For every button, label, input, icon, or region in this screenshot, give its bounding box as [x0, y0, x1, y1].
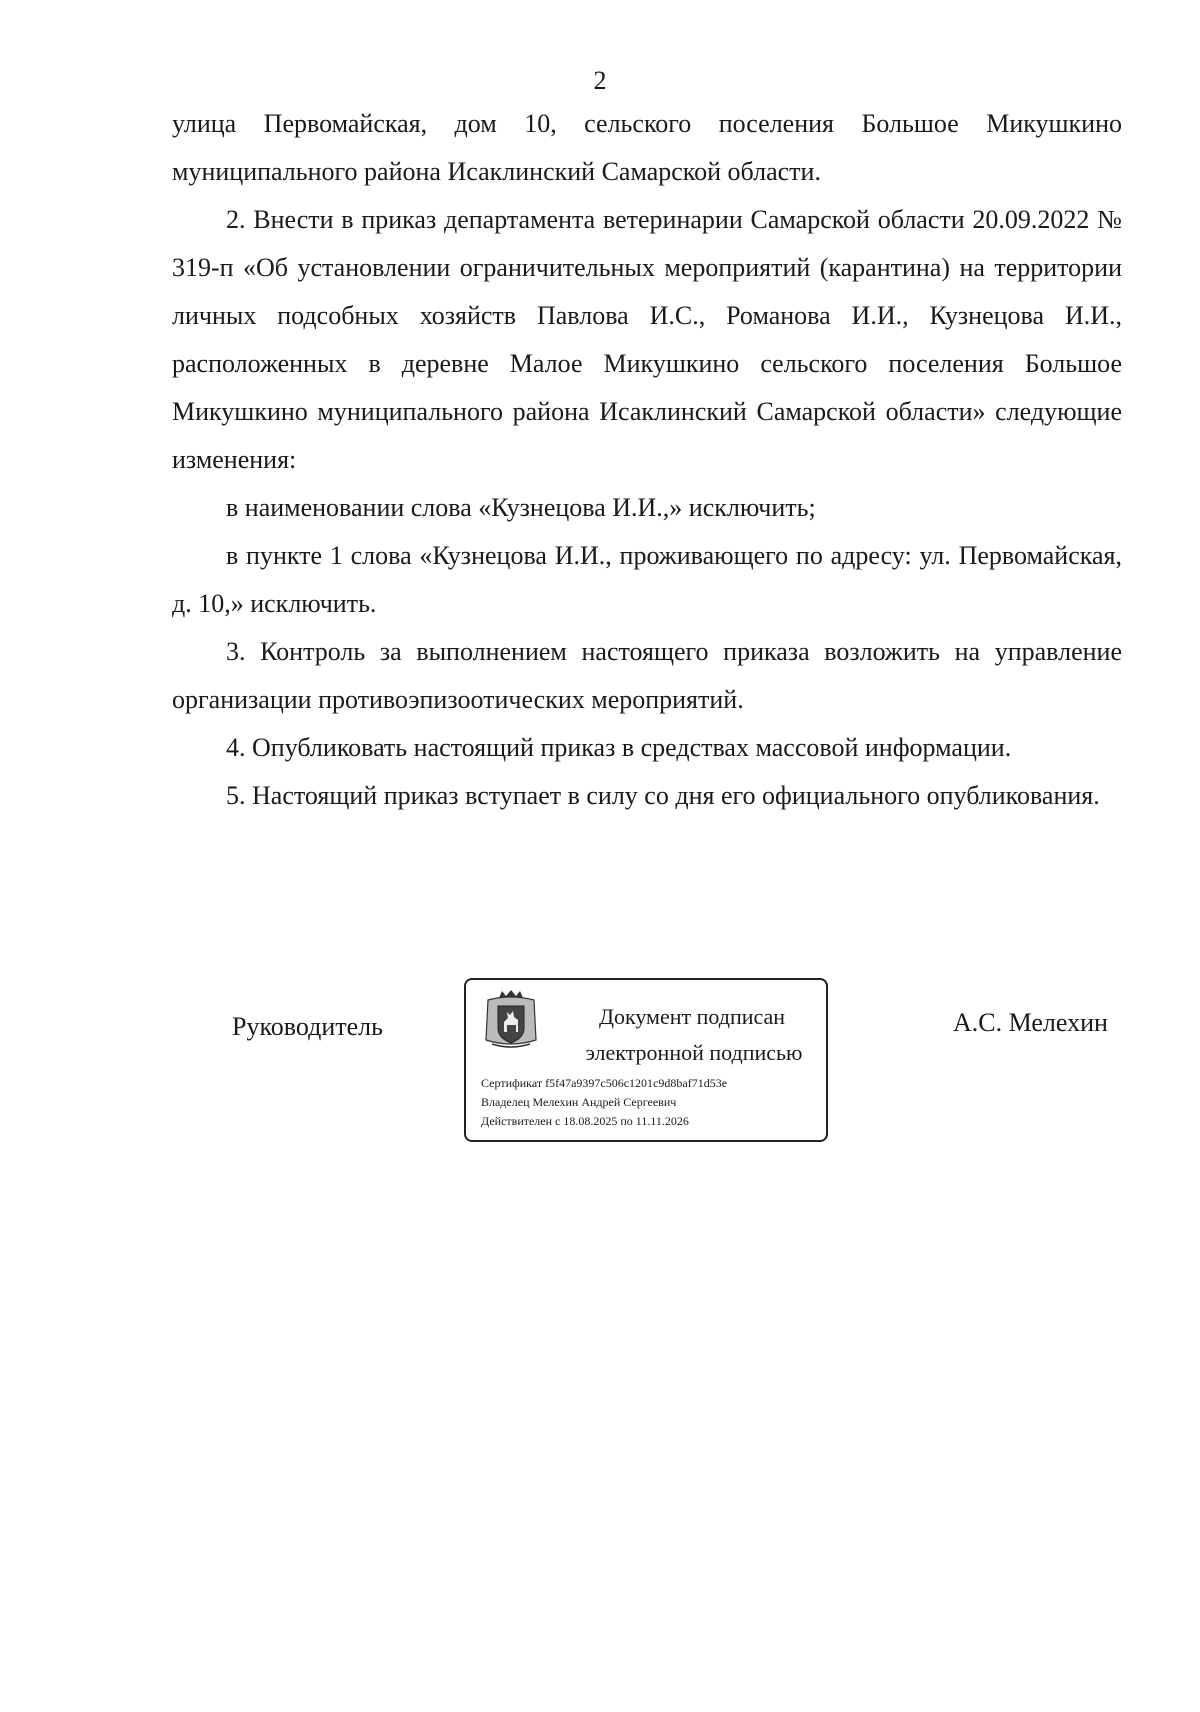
stamp-certificate: Сертификат f5f47a9397c506c1201c9d8baf71d53e: [481, 1076, 728, 1090]
stamp-owner: Владелец Мелехин Андрей Сергеевич: [481, 1095, 677, 1109]
paragraph-item-3: 3. Контроль за выполнением настоящего приказа возложить на управление организации противоэпизоотических мероприятий.: [172, 637, 1122, 714]
paragraph-address-continuation: улица Первомайская, дом 10, сельского поселения Большое Микушкино муниципального района Исаклинский Самарской области.: [172, 109, 1122, 186]
paragraph-item-4: 4. Опубликовать настоящий приказ в средствах массовой информации.: [226, 733, 1012, 762]
signatory-name: А.С. Мелехин: [953, 1008, 1108, 1037]
electronic-signature-stamp: [464, 978, 828, 1142]
paragraph-change-title: в наименовании слова «Кузнецова И.И.,» исключить;: [226, 493, 816, 522]
samara-coat-of-arms-icon: [482, 988, 540, 1052]
paragraph-item-2: 2. Внести в приказ департамента ветеринарии Самарской области 20.09.2022 № 319-п «Об установлении ограничительных мероприятий (карантина) на территории личных подсобных хозяйств Павлова И.С., Романова И.И., Кузнецова И.И., расположенных в деревне Малое Микушкино сельского поселения Большое Микушкино муниципального района Исаклинский Самарской области» следующие изменения:: [172, 205, 1122, 474]
stamp-title-line-1: Документ подписан: [598, 1004, 786, 1029]
stamp-validity: Действителен с 18.08.2025 по 11.11.2026: [481, 1114, 689, 1128]
paragraph-change-point-1: в пункте 1 слова «Кузнецова И.И., проживающего по адресу: ул. Первомайская, д. 10,» исключить.: [172, 541, 1122, 618]
page-number: 2: [593, 66, 607, 95]
signatory-role: Руководитель: [232, 1012, 383, 1041]
stamp-title-line-2: электронной подписью: [585, 1040, 803, 1065]
document-body: [172, 100, 1122, 820]
paragraph-item-5: 5. Настоящий приказ вступает в силу со дня его официального опубликования.: [226, 781, 1100, 810]
